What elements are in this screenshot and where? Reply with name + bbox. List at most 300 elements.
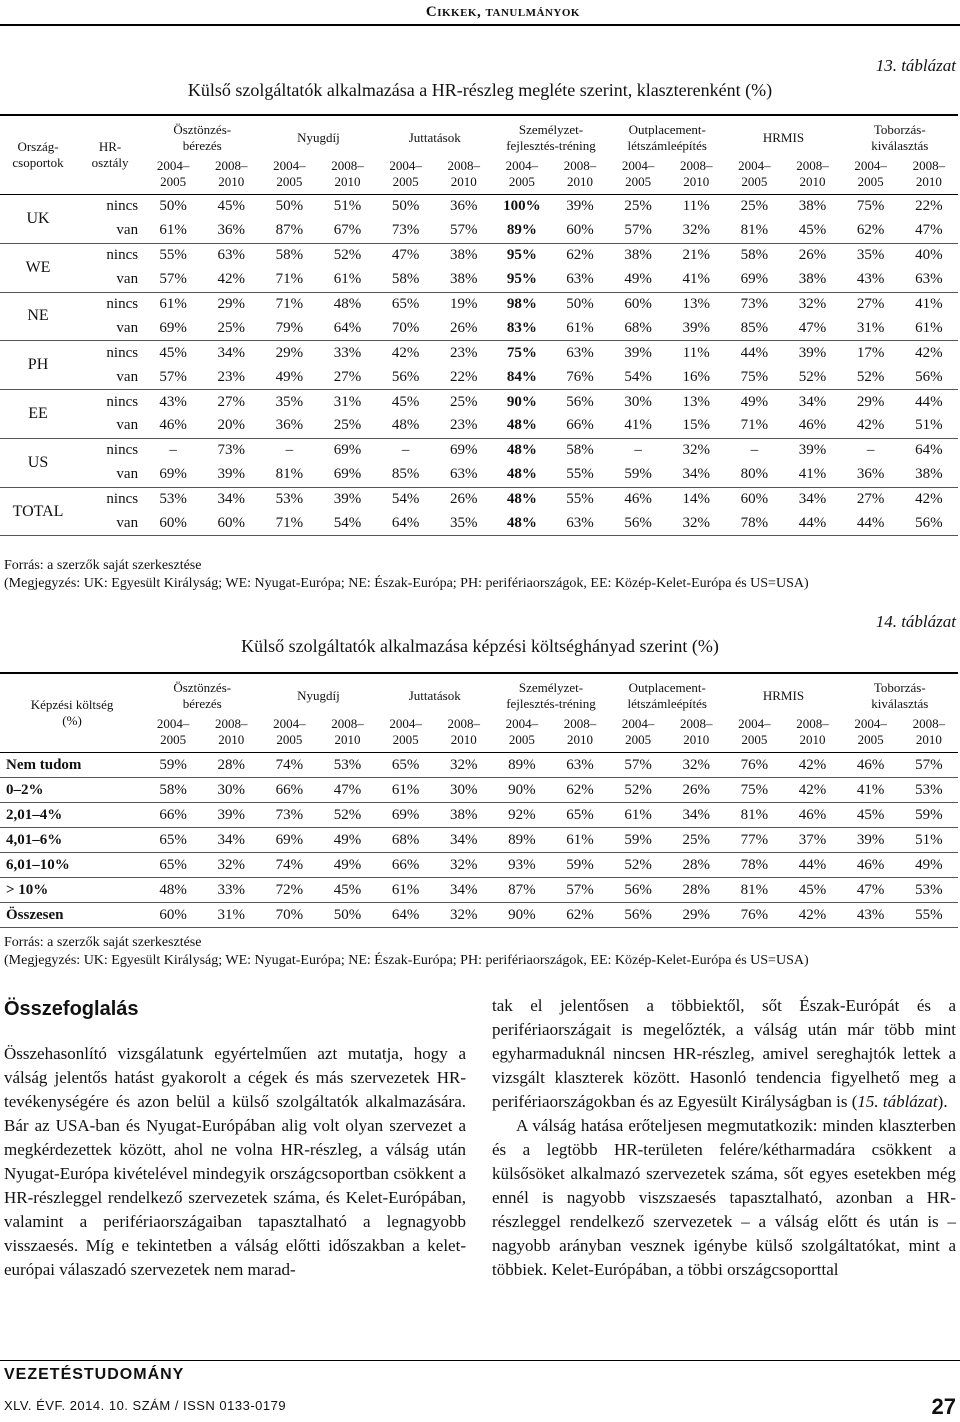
value-cell: 41% [842,778,900,803]
period-header: 2004– 2005 [144,154,202,195]
value-cell: 38% [798,198,827,215]
value-cell: 25% [318,414,376,438]
value-cell: 61% [551,828,609,853]
value-cell: 32% [667,219,725,243]
value-cell: 71% [275,296,304,312]
cost-label-cell: 2,01–4% [0,803,144,828]
value-cell: 63% [900,268,958,292]
table13 [0,114,958,536]
value-cell: 49% [609,268,667,292]
value-cell: 29% [217,296,246,312]
group-header: Nyugdíj [260,673,376,712]
value-cell: 50% [318,903,376,928]
value-cell: 36% [202,219,260,243]
value-cell: 56% [609,512,667,536]
value-cell: 58% [377,268,435,292]
value-cell: 69% [450,442,478,459]
value-cell: 65% [377,753,435,778]
table-row [0,414,958,438]
value-cell: 14% [682,491,711,508]
value-cell: 63% [551,512,609,536]
table-row [0,903,958,928]
value-cell: 42% [783,778,841,803]
value-cell: 46% [783,414,841,438]
value-cell: 39% [798,344,827,361]
value-cell: 70% [260,903,318,928]
value-cell: 62% [566,247,594,264]
value-cell: 30% [435,778,493,803]
value-cell: 81% [725,219,783,243]
summary-left-column [4,1042,466,1282]
value-cell: 87% [493,878,551,903]
value-cell: 11% [682,344,710,361]
country-cell: TOTAL [0,487,76,536]
table-row [0,828,958,853]
value-cell: 56% [609,903,667,928]
period-header: 2008– 2010 [900,712,958,753]
value-cell: 81% [725,803,783,828]
value-cell: 57% [144,268,202,292]
value-cell: 22% [435,365,493,389]
value-cell: 34% [217,491,246,508]
value-cell: 30% [202,778,260,803]
value-cell: 64% [915,442,943,459]
value-cell: 27% [318,365,376,389]
period-header: 2004– 2005 [842,154,900,195]
value-cell: 28% [202,753,260,778]
cost-label-cell: 6,01–10% [0,853,144,878]
value-cell: 48% [493,463,551,487]
value-cell: 69% [144,316,202,340]
value-cell: 27% [217,393,246,410]
value-cell: 38% [624,247,652,264]
country-cell: UK [0,195,76,244]
value-cell: 13% [682,393,711,410]
value-cell: 48% [506,491,537,508]
value-cell: 34% [667,463,725,487]
value-cell: 34% [798,491,827,508]
value-cell: 16% [667,365,725,389]
value-cell: 29% [275,344,304,361]
period-header: 2008– 2010 [900,154,958,195]
value-cell: 46% [624,491,652,508]
value-cell: 37% [783,828,841,853]
value-cell: 73% [260,803,318,828]
value-cell: 68% [609,316,667,340]
value-cell: 49% [740,393,769,410]
group-header: Ösztönzés- bérezés [144,673,260,712]
value-cell: 50% [391,198,420,215]
value-cell: 17% [856,344,885,361]
issue-info: XLV. ÉVF. 2014. 10. SZÁM / ISSN 0133-0179 [4,1398,287,1413]
value-cell: 41% [667,268,725,292]
value-cell: 56% [900,365,958,389]
value-cell: 64% [377,903,435,928]
value-cell: 63% [551,753,609,778]
value-cell: 66% [551,414,609,438]
value-cell: 76% [725,903,783,928]
cost-label-cell: Összesen [0,903,144,928]
value-cell: 62% [551,778,609,803]
value-cell: 47% [842,878,900,903]
table-row [0,853,958,878]
group-header: Személyzet- fejlesztés-tréning [493,115,609,154]
value-cell: 63% [566,344,594,361]
value-cell: 44% [915,393,943,410]
value-cell: 21% [682,247,711,264]
value-cell: 26% [798,247,827,264]
value-cell: 39% [202,463,260,487]
value-cell: 50% [275,198,304,215]
value-cell: 34% [202,828,260,853]
period-header: 2004– 2005 [842,712,900,753]
value-cell: 75% [725,365,783,389]
period-header: 2004– 2005 [144,712,202,753]
cost-label-cell: Nem tudom [0,753,144,778]
value-cell: 42% [783,753,841,778]
value-cell: 61% [609,803,667,828]
group-header: Juttatások [377,673,493,712]
value-cell: 38% [900,463,958,487]
period-header: 2008– 2010 [435,712,493,753]
period-header: 2008– 2010 [551,154,609,195]
value-cell: 58% [566,442,594,459]
value-cell: 48% [506,442,537,459]
value-cell: 45% [842,803,900,828]
value-cell: 23% [450,344,478,361]
value-cell: – [866,442,875,459]
cost-label-cell: 4,01–6% [0,828,144,853]
value-cell: 11% [682,198,710,215]
value-cell: 45% [217,198,246,215]
value-cell: 59% [551,853,609,878]
group-header: Outplacement- létszámleépítés [609,115,725,154]
value-cell: 52% [783,365,841,389]
value-cell: 22% [915,198,943,215]
value-cell: 49% [318,853,376,878]
value-cell: 32% [667,753,725,778]
value-cell: 13% [682,296,711,312]
group-header: Toborzás- kiválasztás [842,115,958,154]
value-cell: 62% [551,903,609,928]
value-cell: 25% [202,316,260,340]
value-cell: 34% [435,828,493,853]
value-cell: 75% [725,778,783,803]
value-cell: 64% [377,512,435,536]
period-header: 2004– 2005 [725,712,783,753]
value-cell: 54% [318,512,376,536]
value-cell: 84% [493,365,551,389]
value-cell: 69% [377,803,435,828]
table-row [0,878,958,903]
value-cell: 32% [202,853,260,878]
value-cell: 23% [202,365,260,389]
period-header: 2004– 2005 [493,154,551,195]
value-cell: 56% [900,512,958,536]
value-cell: 69% [318,463,376,487]
hr-status-cell: nincs [106,296,139,312]
table13-source: Forrás: a szerzők saját szerkesztése [4,558,202,573]
value-cell: 29% [667,903,725,928]
country-cell: WE [0,243,76,292]
table-row [0,487,958,511]
country-cell: PH [0,341,76,390]
value-cell: 46% [842,853,900,878]
value-cell: 49% [318,828,376,853]
value-cell: 31% [202,903,260,928]
value-cell: 64% [318,316,376,340]
value-cell: 42% [915,344,943,361]
period-header: 2004– 2005 [260,154,318,195]
value-cell: 34% [435,878,493,903]
value-cell: 49% [260,365,318,389]
value-cell: 61% [551,316,609,340]
value-cell: 61% [377,778,435,803]
value-cell: 65% [391,296,420,312]
value-cell: 38% [783,268,841,292]
value-cell: 78% [725,512,783,536]
summary-right-text-end: ). [937,1092,948,1111]
col-hr-header: HR- osztály [76,115,144,195]
period-header: 2008– 2010 [667,712,725,753]
value-cell: 61% [159,296,187,312]
table14-number: 14. táblázat [875,612,956,631]
value-cell: 69% [333,442,362,459]
value-cell: 75% [856,198,885,215]
value-cell: 71% [725,414,783,438]
value-cell: 46% [144,414,202,438]
value-cell: 45% [783,219,841,243]
value-cell: 92% [493,803,551,828]
value-cell: 90% [493,778,551,803]
value-cell: 73% [377,219,435,243]
value-cell: 39% [842,828,900,853]
value-cell: – [401,442,410,459]
hr-status-cell: van [76,463,144,487]
table-row [0,753,958,778]
value-cell: 73% [740,296,769,312]
value-cell: 77% [725,828,783,853]
group-header: HRMIS [725,673,841,712]
value-cell: 42% [915,491,943,508]
value-cell: 55% [551,463,609,487]
value-cell: – [169,442,177,459]
value-cell: 61% [377,878,435,903]
value-cell: – [750,442,759,459]
group-header: Nyugdíj [260,115,376,154]
value-cell: 53% [900,878,958,903]
value-cell: 60% [144,512,202,536]
value-cell: 57% [435,219,493,243]
value-cell: 19% [450,296,478,312]
value-cell: 36% [842,463,900,487]
value-cell: 36% [260,414,318,438]
value-cell: 48% [493,414,551,438]
table-row [0,268,958,292]
value-cell: 52% [609,778,667,803]
value-cell: 25% [450,393,478,410]
table13-number: 13. táblázat [875,56,956,75]
value-cell: 34% [667,803,725,828]
group-header: Outplacement- létszámleépítés [609,673,725,712]
table14-note: (Megjegyzés: UK: Egyesült Királyság; WE: Nyugat-Európa; NE: Észak-Európa; PH: perifériaországok, EE: Közép-Kelet-Európa és US=USA) [4,953,809,968]
summary-right-column [492,994,956,1282]
value-cell: 54% [609,365,667,389]
value-cell: 74% [260,753,318,778]
running-header: Cikkek, tanulmányok [425,4,580,20]
summary-heading: Összefoglalás [4,998,139,1020]
value-cell: 61% [318,268,376,292]
table-row [0,365,958,389]
value-cell: 56% [566,393,594,410]
value-cell: 42% [783,903,841,928]
value-cell: 39% [667,316,725,340]
period-header: 2004– 2005 [260,712,318,753]
value-cell: 48% [333,296,362,312]
value-cell: 36% [450,198,478,215]
country-cell: EE [0,390,76,439]
value-cell: 53% [318,753,376,778]
value-cell: 69% [725,268,783,292]
value-cell: 49% [900,853,958,878]
period-header: 2004– 2005 [725,154,783,195]
value-cell: 57% [551,878,609,903]
value-cell: 48% [493,512,551,536]
table-row [0,438,958,462]
value-cell: 69% [260,828,318,853]
value-cell: 39% [566,198,594,215]
value-cell: – [634,442,642,459]
table-row [0,316,958,340]
value-cell: 75% [506,344,537,361]
value-cell: 47% [783,316,841,340]
value-cell: 29% [856,393,885,410]
value-cell: 72% [260,878,318,903]
value-cell: 61% [144,219,202,243]
hr-status-cell: nincs [106,344,139,361]
value-cell: 73% [217,442,246,459]
value-cell: 45% [318,878,376,903]
table14-source: Forrás: a szerzők saját szerkesztése [4,935,202,950]
value-cell: 71% [260,512,318,536]
value-cell: 32% [682,442,711,459]
value-cell: 57% [609,753,667,778]
value-cell: 44% [783,853,841,878]
group-header: Toborzás- kiválasztás [842,673,958,712]
value-cell: 33% [333,344,362,361]
value-cell: 44% [842,512,900,536]
value-cell: 60% [144,903,202,928]
table-row [0,463,958,487]
period-header: 2008– 2010 [202,154,260,195]
value-cell: 93% [493,853,551,878]
value-cell: 55% [566,491,594,508]
value-cell: 32% [435,753,493,778]
value-cell: 47% [318,778,376,803]
period-header: 2008– 2010 [783,712,841,753]
value-cell: 52% [333,247,362,264]
value-cell: 32% [667,512,725,536]
value-cell: 39% [798,442,827,459]
value-cell: 53% [275,491,304,508]
value-cell: 32% [435,853,493,878]
footer-rule [0,1360,960,1361]
group-header: Juttatások [377,115,493,154]
hr-status-cell: nincs [106,247,139,264]
value-cell: 80% [725,463,783,487]
table13-note: (Megjegyzés: UK: Egyesült Királyság; WE: Nyugat-Európa; NE: Észak-Európa; PH: perifériaországok, EE: Közép-Kelet-Európa és US=USA) [4,576,809,591]
table-row [0,219,958,243]
value-cell: 89% [493,219,551,243]
value-cell: 69% [144,463,202,487]
value-cell: – [285,442,294,459]
value-cell: 30% [624,393,652,410]
value-cell: 90% [493,903,551,928]
value-cell: 27% [856,296,885,312]
value-cell: 23% [435,414,493,438]
value-cell: 59% [609,828,667,853]
value-cell: 34% [798,393,827,410]
page-number: 27 [931,1394,956,1419]
value-cell: 25% [740,198,769,215]
header-rule [0,24,960,26]
value-cell: 95% [506,247,537,264]
value-cell: 60% [624,296,652,312]
value-cell: 51% [333,198,362,215]
value-cell: 65% [144,828,202,853]
period-header: 2008– 2010 [551,712,609,753]
value-cell: 66% [260,778,318,803]
period-header: 2008– 2010 [318,712,376,753]
value-cell: 45% [391,393,420,410]
value-cell: 100% [503,198,541,215]
value-cell: 50% [566,296,594,312]
value-cell: 47% [900,219,958,243]
value-cell: 26% [450,491,478,508]
value-cell: 41% [609,414,667,438]
value-cell: 62% [842,219,900,243]
value-cell: 59% [144,753,202,778]
period-header: 2004– 2005 [609,154,667,195]
value-cell: 87% [260,219,318,243]
value-cell: 48% [144,878,202,903]
table-row [0,512,958,536]
value-cell: 38% [435,268,493,292]
hr-status-cell: van [76,414,144,438]
value-cell: 59% [609,463,667,487]
value-cell: 57% [900,753,958,778]
value-cell: 68% [377,828,435,853]
value-cell: 55% [900,903,958,928]
value-cell: 41% [783,463,841,487]
cost-label-cell: 0–2% [0,778,144,803]
value-cell: 63% [551,268,609,292]
table-row [0,341,958,365]
hr-status-cell: nincs [106,198,139,215]
hr-status-cell: van [76,219,144,243]
table-reference: 15. táblázat [857,1092,938,1111]
value-cell: 28% [667,853,725,878]
value-cell: 26% [667,778,725,803]
value-cell: 44% [783,512,841,536]
value-cell: 58% [144,778,202,803]
hr-status-cell: nincs [106,491,139,508]
hr-status-cell: van [76,512,144,536]
value-cell: 66% [377,853,435,878]
value-cell: 44% [740,344,769,361]
value-cell: 39% [202,803,260,828]
value-cell: 25% [667,828,725,853]
